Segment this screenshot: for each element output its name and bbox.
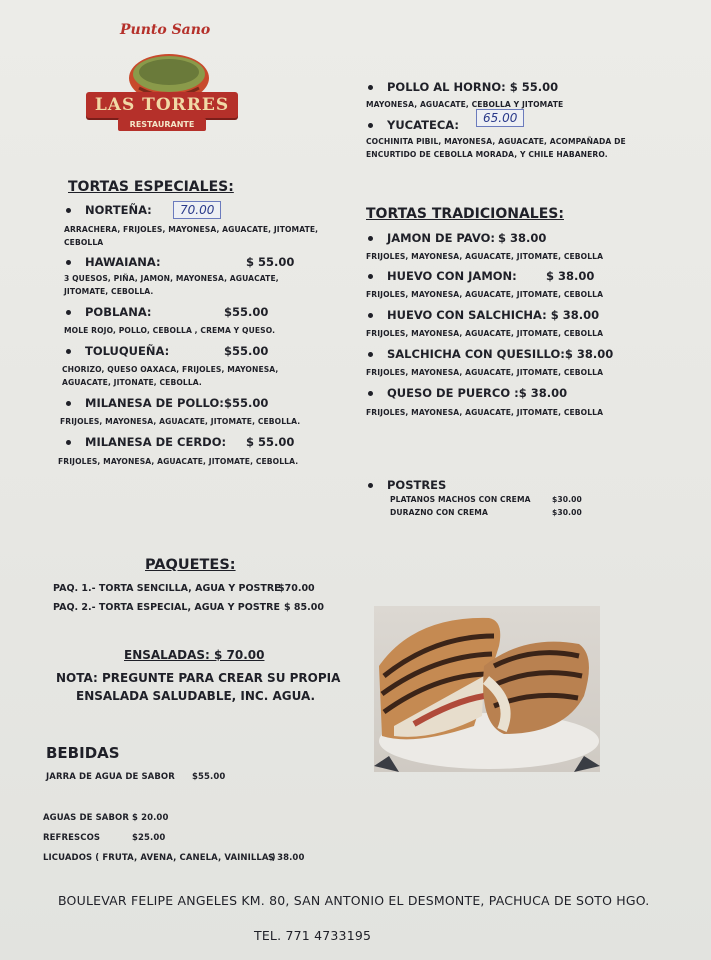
bullet-icon xyxy=(66,260,71,265)
ensaladas-note-line2: ENSALADA SALUDABLE, INC. AGUA. xyxy=(76,689,316,703)
paquete-name: PAQ. 2.- TORTA ESPECIAL, AGUA Y POSTRE xyxy=(53,602,280,613)
list-item: HUEVO CON SALCHICHA: $ 38.00 xyxy=(368,308,599,322)
bullet-icon xyxy=(368,123,373,128)
bullet-icon xyxy=(368,236,373,241)
ensaladas-note-line1: NOTA: PREGUNTE PARA CREAR SU PROPIA xyxy=(56,671,341,685)
handwritten-price: 65.00 xyxy=(476,109,524,127)
paquetes-title: PAQUETES: xyxy=(145,557,236,573)
item-description: CHORIZO, QUESO OAXACA, FRIJOLES, MAYONESA, AGUACATE, JITONATE, CEBOLLA. xyxy=(62,365,279,387)
item-price: $ 38.00 xyxy=(546,269,595,283)
list-item: POSTRES xyxy=(368,478,446,492)
list-item: MILANESA DE CERDO: xyxy=(66,435,226,449)
bullet-icon xyxy=(368,274,373,279)
list-item: YUCATECA: xyxy=(368,118,459,132)
tortas-tradicionales-title: TORTAS TRADICIONALES: xyxy=(366,206,564,222)
item-price: $55.00 xyxy=(224,344,269,358)
item-description: FRIJOLES, MAYONESA, AGUACATE, JITOMATE, CEBOLLA. xyxy=(58,457,299,466)
item-description: MAYONESA, AGUACATE, CEBOLLA Y JITOMATE xyxy=(366,100,564,109)
bullet-icon xyxy=(66,310,71,315)
item-description: FRIJOLES, MAYONESA, AGUACATE, JITOMATE, CEBOLLA xyxy=(366,290,604,299)
bebida-name: AGUAS DE SABOR xyxy=(43,813,130,823)
sandwich-photo xyxy=(374,606,600,772)
logo-name: LAS TORRES xyxy=(94,95,230,115)
paquete-name: PAQ. 1.- TORTA SENCILLA, AGUA Y POSTRE xyxy=(53,583,281,594)
bullet-icon xyxy=(368,352,373,357)
sandwich-image xyxy=(374,606,600,772)
item-description: COCHINITA PIBIL, MAYONESA, AGUACATE, ACOMPAÑADA DE ENCURTIDO DE CEBOLLA MORADA, Y CHILE HABANERO. xyxy=(366,137,626,159)
list-item: SALCHICHA CON QUESILLO:$ 38.00 xyxy=(368,347,613,361)
item-description: ARRACHERA, FRIJOLES, MAYONESA, AGUACATE, JITOMATE, CEBOLLA xyxy=(64,225,319,247)
paquete-price: $70.00 xyxy=(278,583,315,594)
item-price: $ 55.00 xyxy=(246,255,295,269)
list-item: POLLO AL HORNO: $ 55.00 xyxy=(368,80,558,94)
item-description: MOLE ROJO, POLLO, CEBOLLA , CREMA Y QUESO. xyxy=(64,326,276,335)
item-description: 3 QUESOS, PIÑA, JAMON, MAYONESA, AGUACATE, JITOMATE, CEBOLLA. xyxy=(64,274,279,296)
bullet-icon xyxy=(368,313,373,318)
list-item: POBLANA: xyxy=(66,305,152,319)
item-price: $55.00 xyxy=(224,305,269,319)
item-description: FRIJOLES, MAYONESA, AGUACATE, JITOMATE, CEBOLLA xyxy=(366,329,604,338)
bullet-icon xyxy=(66,401,71,406)
item-description: FRIJOLES, MAYONESA, AGUACATE, JITOMATE, CEBOLLA. xyxy=(60,417,301,426)
item-description: FRIJOLES, MAYONESA, AGUACATE, JITOMATE, CEBOLLA xyxy=(366,252,604,261)
bebidas-title: BEBIDAS xyxy=(46,744,120,762)
bullet-icon xyxy=(368,483,373,488)
postre-name: PLATANOS MACHOS CON CREMA xyxy=(390,495,531,504)
item-description: FRIJOLES, MAYONESA, AGUACATE, JITOMATE, CEBOLLA xyxy=(366,408,604,417)
bullet-icon xyxy=(368,85,373,90)
logo-sub: RESTAURANTE xyxy=(118,118,206,131)
footer-address: BOULEVAR FELIPE ANGELES KM. 80, SAN ANTONIO EL DESMONTE, PACHUCA DE SOTO HGO. xyxy=(58,893,650,908)
jarra-name: JARRA DE AGUA DE SABOR xyxy=(46,772,175,782)
logo-tagline: Punto Sano xyxy=(120,22,211,38)
bebida-name: REFRESCOS xyxy=(43,833,101,843)
item-price: $ 38.00 xyxy=(498,231,547,245)
list-item: HAWAIANA: xyxy=(66,255,161,269)
list-item: MILANESA DE POLLO: xyxy=(66,396,224,410)
bebida-price: $25.00 xyxy=(132,833,166,843)
bullet-icon xyxy=(368,391,373,396)
handwritten-price: 70.00 xyxy=(173,201,221,219)
bullet-icon xyxy=(66,440,71,445)
bullet-icon xyxy=(66,349,71,354)
postre-name: DURAZNO CON CREMA xyxy=(390,508,488,517)
list-item: NORTEÑA: xyxy=(66,203,152,217)
list-item: JAMON DE PAVO: xyxy=(368,231,495,245)
item-price: $55.00 xyxy=(224,396,269,410)
list-item: TOLUQUEÑA: xyxy=(66,344,169,358)
list-item: QUESO DE PUERCO :$ 38.00 xyxy=(368,386,567,400)
item-description: FRIJOLES, MAYONESA, AGUACATE, JITOMATE, CEBOLLA xyxy=(366,368,604,377)
postre-price: $30.00 xyxy=(552,508,582,517)
list-item: HUEVO CON JAMON: xyxy=(368,269,517,283)
bebida-price: $ 38.00 xyxy=(268,853,305,863)
item-price: $ 55.00 xyxy=(246,435,295,449)
logo xyxy=(84,18,244,148)
bullet-icon xyxy=(66,208,71,213)
postre-price: $30.00 xyxy=(552,495,582,504)
bebida-price: $ 20.00 xyxy=(132,813,169,823)
logo-banner xyxy=(86,92,238,118)
ensaladas-title: ENSALADAS: $ 70.00 xyxy=(124,648,265,662)
bebida-name: LICUADOS ( FRUTA, AVENA, CANELA, VAINILLA ) xyxy=(43,853,276,863)
jarra-price: $55.00 xyxy=(192,772,226,782)
footer-phone: TEL. 771 4733195 xyxy=(254,928,372,943)
tortas-especiales-title: TORTAS ESPECIALES: xyxy=(68,179,234,195)
paquete-price: $ 85.00 xyxy=(284,602,324,613)
